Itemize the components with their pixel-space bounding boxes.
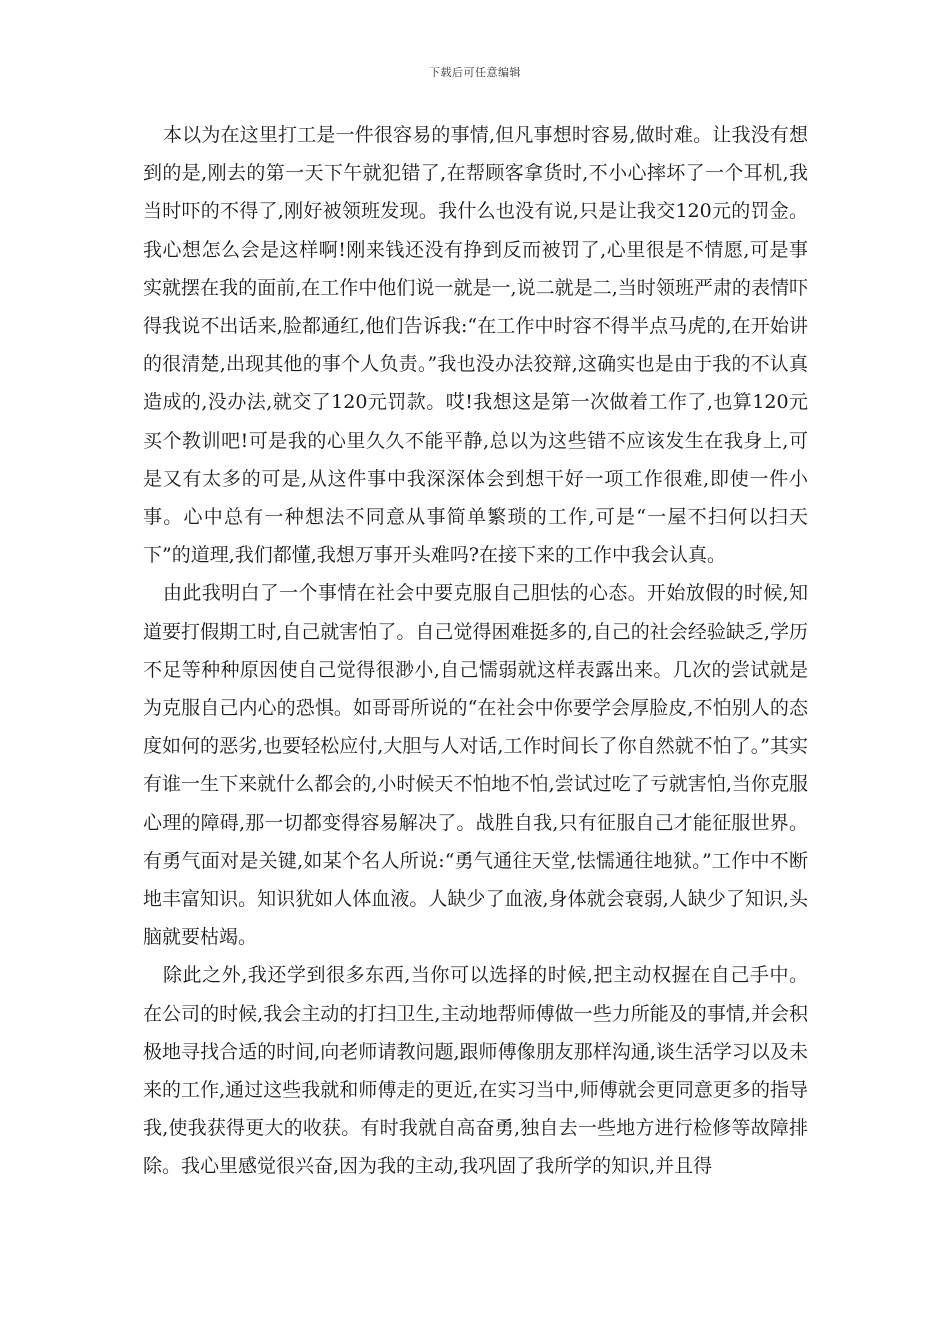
page-header: 下载后可任意编辑 xyxy=(429,66,521,79)
paragraph-2: 由此我明白了一个事情在社会中要克服自己胆怯的心态。开始放假的时候,知道要打假期工时,自己就害怕了。自己觉得困难挺多的,自己的社会经验缺乏,学历不足等种种原因使自己觉得很渺小,自己懦弱就这样表露出来。几次的尝试就是为克服自己内心的恐惧。如哥哥所说的“在社会中你要学会厚脸皮,不怕别人的态度如何的恶劣,也要轻松应付,大胆与人对话,工作时间长了你自然就不怕了。”其实有谁一生下来就什么都会的,小时候天不怕地不怕,尝试过吃了亏就害怕,当你克服心理的障碍,那一切都变得容易解决了。战胜自我,只有征服自己才能征服世界。有勇气面对是关键,如某个名人所说:“勇气通往天堂,怯懦通往地狱。”工作中不断地丰富知识。知识犹如人体血液。人缺少了血液,身体就会衰弱,人缺少了知识,头脑就要枯竭。 xyxy=(143,582,808,949)
paragraph-1: 本以为在这里打工是一件很容易的事情,但凡事想时容易,做时难。让我没有想到的是,刚去的第一天下午就犯错了,在帮顾客拿货时,不小心摔坏了一个耳机,我当时吓的不得了,刚好被领班发现。我什么也没有说,只是让我交120元的罚金。我心想怎么会是这样啊!刚来钱还没有挣到反而被罚了,心里很是不情愿,可是事实就摆在我的面前,在工作中他们说一就是一,说二就是二,当时领班严肃的表情吓得我说不出话来,脸都通红,他们告诉我:“在工作中时容不得半点马虎的,在开始讲的很清楚,出现其他的事个人负责。”我也没办法狡辩,这确实也是由于我的不认真造成的,没办法,就交了120元罚款。哎!我想这是第一次做着工作了,也算120元买个教训吧!可是我的心里久久不能平静,总以为这些错不应该发生在我身上,可是又有太多的可是,从这件事中我深深体会到想干好一项工作很难,即使一件小事。心中总有一种想法不同意从事简单繁琐的工作,可是“一屋不扫何以扫天下”的道理,我们都懂,我想万事开头难吗?在接下来的工作中我会认真。 xyxy=(143,124,808,567)
paragraph-3: 除此之外,我还学到很多东西,当你可以选择的时候,把主动权握在自己手中。在公司的时候,我会主动的打扫卫生,主动地帮师傅做一些力所能及的事情,并会积极地寻找合适的时间,向老师请教问题,跟师傅像朋友那样沟通,谈生活学习以及未来的工作,通过这些我就和师傅走的更近,在实习当中,师傅就会更同意更多的指导我,使我获得更大的收获。有时我就自高奋勇,独自去一些地方进行检修等故障排除。我心里感觉很兴奋,因为我的主动,我巩固了我所学的知识,并且得 xyxy=(143,964,808,1178)
document-body xyxy=(143,116,808,1186)
